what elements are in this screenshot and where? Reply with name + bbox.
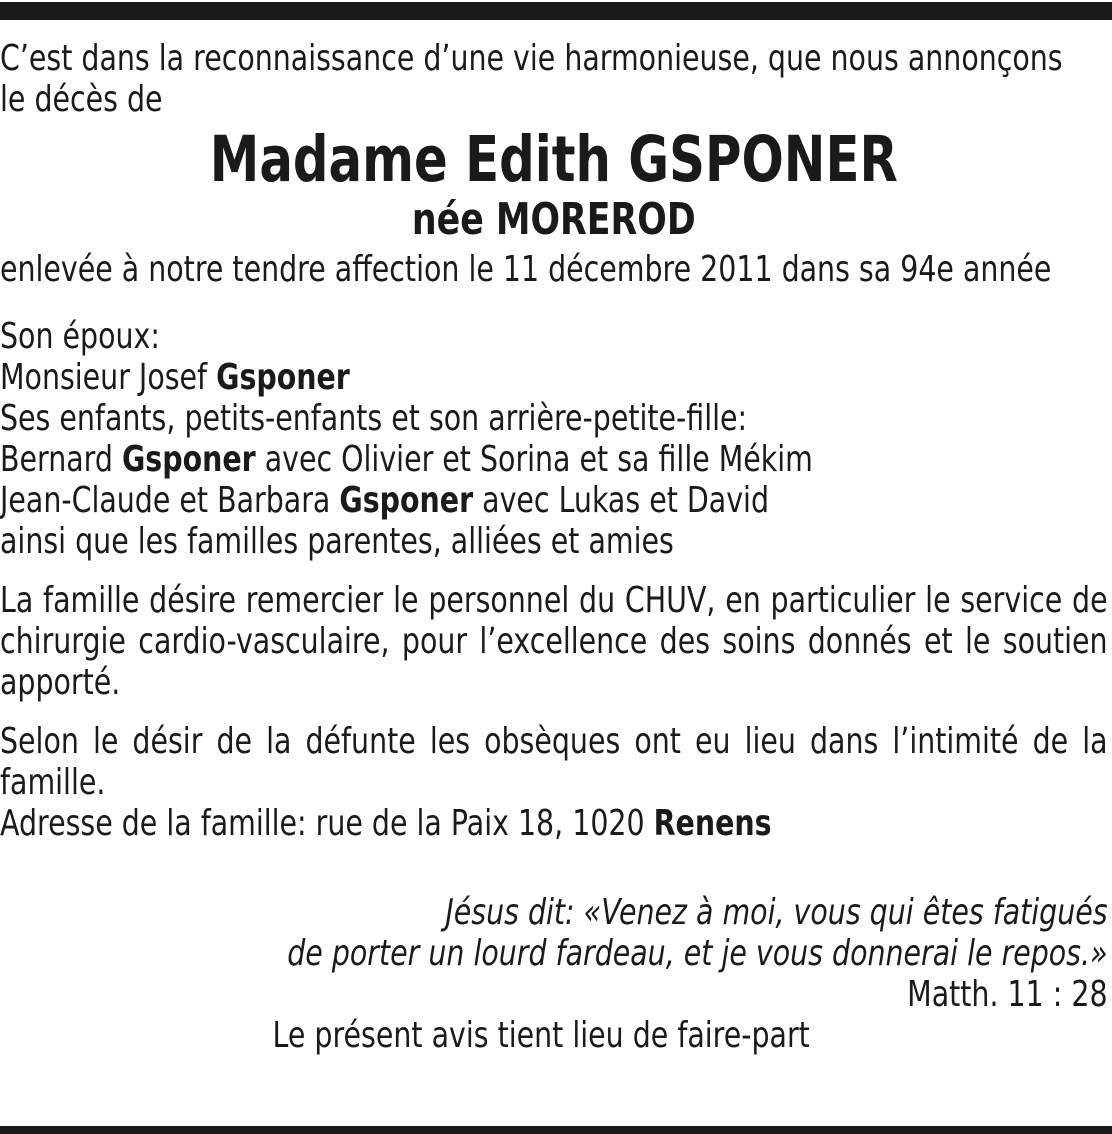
maiden-name: née MOREROD [411,194,696,245]
intro-line-1: C’est dans la reconnaissance d’une vie harmonieuse, que nous annonçons [0,38,1063,79]
spouse-prefix: Monsieur Josef [0,357,217,398]
child2-prefix: Jean-Claude et Barbara [0,480,340,521]
thanks-paragraph: La famille désire remercier le personnel du CHUV, en particulier le service de chirurgie cardio-vasculaire, pour l’excellence des soins donnés et le soutien apporté. [0,580,1108,703]
relatives-line: ainsi que les familles parentes, alliées et amies [0,521,674,562]
bottom-rule [0,1126,1112,1134]
spouse-line [0,357,1106,398]
funeral-paragraph: Selon le désir de la défunte les obsèques ont eu lieu dans l’intimité de la famille. [0,721,1108,803]
deceased-name: Madame Edith GSPONER [209,123,898,196]
obituary-body [0,38,1106,1056]
death-line: enlevée à notre tendre affection le 11 décembre 2011 dans sa 94e année [0,249,1052,290]
intro-line-2: le décès de [0,79,163,120]
notice-line: Le présent avis tient lieu de faire-part [272,1015,810,1056]
verse-line-1: Jésus dit: «Venez à moi, vous qui êtes fatigués [445,892,1108,933]
children-heading: Ses enfants, petits-enfants et son arrière-petite-fille: [0,398,748,439]
verse-reference: Matth. 11 : 28 [907,974,1108,1015]
address-prefix: Adresse de la famille: rue de la Paix 18, 1020 [0,803,654,844]
address-line [0,803,1106,844]
obituary-notice [0,38,1108,1056]
child2-suffix: avec Lukas et David [473,480,770,521]
spouse-surname: Gsponer [216,357,350,398]
address-city: Renens [653,803,772,844]
child1-suffix: avec Olivier et Sorina et sa fille Mékim [255,439,813,480]
verse-line-2: de porter un lourd fardeau, et je vous donnerai le repos.» [287,933,1108,974]
child1-prefix: Bernard [0,439,122,480]
child2-surname: Gsponer [339,480,474,521]
child1-surname: Gsponer [121,439,256,480]
child-line-1 [0,439,1106,480]
child-line-2 [0,480,1106,521]
spouse-heading: Son époux: [0,316,160,357]
top-rule [0,2,1112,20]
